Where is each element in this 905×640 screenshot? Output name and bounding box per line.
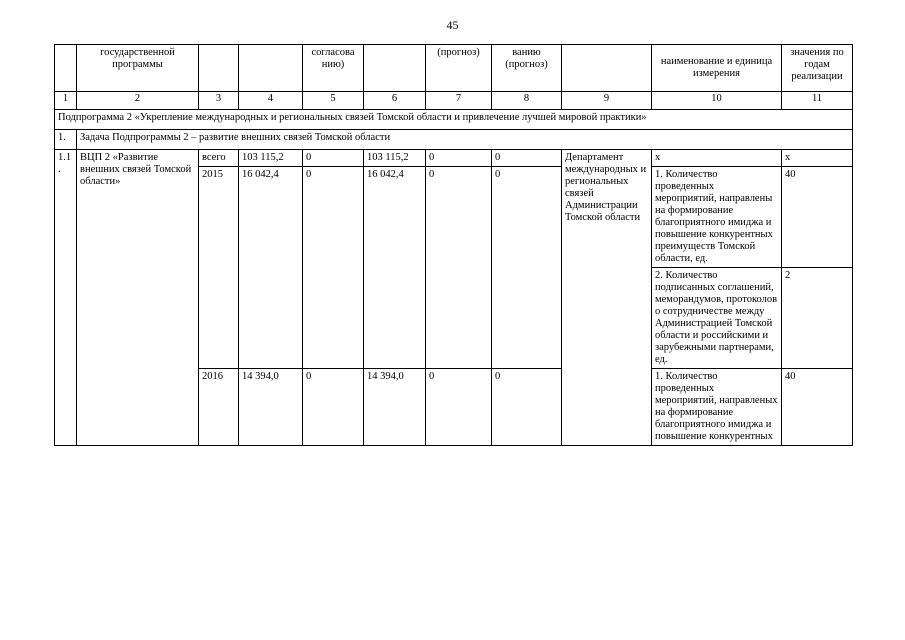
column-number: 11 (782, 92, 853, 110)
total-local: 0 (426, 150, 492, 167)
header-row (55, 45, 853, 92)
header-col-8: ванию (прогноз) (492, 45, 562, 92)
column-number: 1 (55, 92, 77, 110)
executor: Департамент международных и региональных связей Администрации Томской области (562, 150, 652, 446)
indicator-text: 1. Количество проведенных мероприятий, направленых на формирование благоприятного имиджа и повышение конкурентных (652, 369, 782, 446)
indicator-value: 2 (782, 268, 853, 369)
local-2015: 0 (426, 167, 492, 369)
item-number: 1.1. (55, 150, 77, 446)
year-2015: 2015 (199, 167, 239, 369)
amount-2015: 16 042,4 (239, 167, 303, 369)
header-col-9 (562, 45, 652, 92)
total-regional: 103 115,2 (364, 150, 426, 167)
header-col-4 (239, 45, 303, 92)
column-number: 4 (239, 92, 303, 110)
total-indicator: х (652, 150, 782, 167)
total-amount: 103 115,2 (239, 150, 303, 167)
total-period: всего (199, 150, 239, 167)
regional-2015: 16 042,4 (364, 167, 426, 369)
header-col-10: наименование и единица измерения (652, 45, 782, 92)
other-2016: 0 (492, 369, 562, 446)
total-other: 0 (492, 150, 562, 167)
header-col-2: государственной программы (77, 45, 199, 92)
header-col-6 (364, 45, 426, 92)
indicator-text: 1. Количество проведенных мероприятий, направлены на формирование благоприятного имиджа и повышение конкурентных преимуществ Томской области, ед. (652, 167, 782, 268)
column-number-row (55, 92, 853, 110)
total-federal: 0 (303, 150, 364, 167)
page-number: 45 (446, 18, 459, 32)
column-number: 5 (303, 92, 364, 110)
task-number: 1. (55, 130, 77, 150)
total-value: х (782, 150, 853, 167)
subprogram-row (55, 110, 853, 130)
header-col-7: (прогноз) (426, 45, 492, 92)
item-name: ВЦП 2 «Развитие внешних связей Томской области» (77, 150, 199, 446)
federal-2015: 0 (303, 167, 364, 369)
header-col-11: значения по годам реализации (782, 45, 853, 92)
column-number: 3 (199, 92, 239, 110)
task-row (55, 130, 853, 150)
column-number: 9 (562, 92, 652, 110)
column-number: 2 (77, 92, 199, 110)
subprogram-title: Подпрограмма 2 «Укрепление международных и региональных связей Томской области и привлечение лучшей мировой практики» (55, 110, 853, 130)
column-number: 7 (426, 92, 492, 110)
task-text: Задача Подпрограммы 2 – развитие внешних связей Томской области (77, 130, 853, 150)
header-col-1 (55, 45, 77, 92)
header-col-3 (199, 45, 239, 92)
column-number: 8 (492, 92, 562, 110)
amount-2016: 14 394,0 (239, 369, 303, 446)
indicator-text: 2. Количество подписанных соглашений, меморандумов, протоколов о сотрудничестве между Администрацией Томской области и российскими и зарубежными партнерами, ед. (652, 268, 782, 369)
year-2016: 2016 (199, 369, 239, 446)
header-col-5: согласова нию) (303, 45, 364, 92)
federal-2016: 0 (303, 369, 364, 446)
indicator-value: 40 (782, 167, 853, 268)
item-total-row (55, 150, 853, 167)
local-2016: 0 (426, 369, 492, 446)
program-table (54, 44, 853, 446)
regional-2016: 14 394,0 (364, 369, 426, 446)
other-2015: 0 (492, 167, 562, 369)
column-number: 6 (364, 92, 426, 110)
indicator-value: 40 (782, 369, 853, 446)
column-number: 10 (652, 92, 782, 110)
